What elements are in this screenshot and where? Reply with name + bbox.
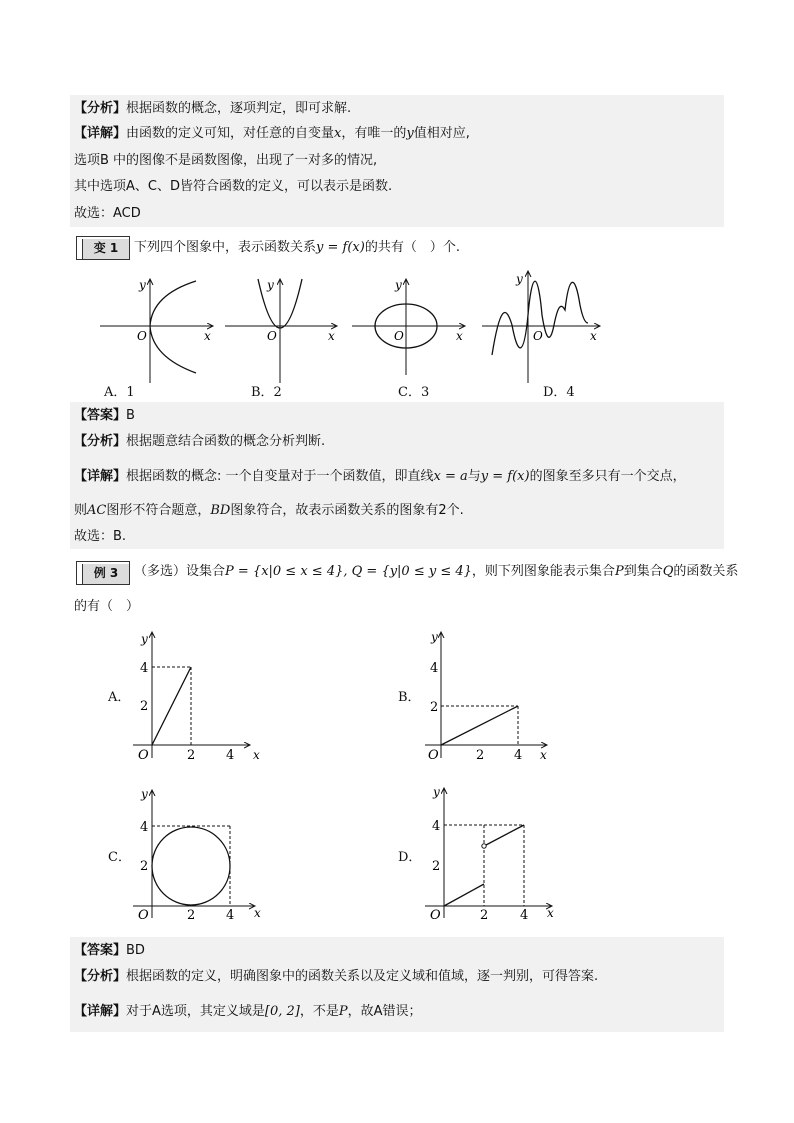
graph-ex-c	[133, 787, 261, 923]
detail-line-2	[74, 501, 464, 521]
answer-tag: 【答案】	[74, 943, 127, 958]
variant-tag	[76, 236, 130, 260]
graph-d	[482, 271, 600, 383]
detail-text: 由函数的定义可知，对任意的自变量	[126, 126, 335, 141]
y-label: y	[141, 632, 148, 646]
detail-text: ，不是	[299, 1004, 339, 1019]
x-label: x	[547, 906, 554, 920]
tick-2: 2	[140, 859, 149, 874]
y-label: y	[433, 785, 440, 799]
example-question	[134, 562, 738, 582]
graph-ex-b	[425, 630, 547, 763]
answer-tag: 【答案】	[74, 408, 127, 423]
origin-label: O	[138, 748, 149, 763]
analysis-line	[74, 967, 598, 987]
origin-label: O	[267, 329, 277, 343]
tick-2: 2	[480, 908, 489, 923]
analysis-tag: 【分析】	[74, 101, 127, 116]
example-option-a: A．	[108, 690, 131, 705]
variant-option-d: D．4	[543, 385, 575, 400]
question-text: 的共有（ ）个.	[364, 240, 460, 255]
tick-4: 4	[140, 820, 149, 835]
graph-c	[352, 278, 465, 375]
tick-4: 4	[514, 748, 523, 763]
detail-text: 对于A选项，其定义域是	[126, 1004, 265, 1019]
formula: y = f(x)	[480, 469, 530, 484]
detail-tag: 【详解】	[74, 469, 127, 484]
tick-2: 2	[140, 699, 149, 714]
analysis-line	[74, 432, 325, 452]
graph-b	[225, 278, 337, 383]
y-label: y	[267, 278, 274, 292]
question-text: ，则下列图象能表示集合	[471, 564, 615, 579]
detail-text: 的图象至多只有一个交点，	[529, 469, 686, 484]
x-label: x	[204, 329, 211, 343]
analysis-text: 根据题意结合函数的概念分析判断.	[126, 434, 326, 449]
detail-text: 值相对应,	[413, 126, 470, 141]
choice-line: 故选：ACD	[74, 206, 141, 221]
origin-label: O	[138, 908, 149, 923]
detail-text: ，有唯一的	[341, 126, 407, 141]
tick-2: 2	[432, 859, 441, 874]
y-label: y	[139, 278, 146, 292]
origin-label: O	[428, 748, 439, 763]
variant-option-b: B．2	[251, 385, 282, 400]
example-option-d: D．	[398, 850, 422, 865]
detail-tag: 【详解】	[74, 126, 127, 141]
tick-2: 2	[430, 700, 439, 715]
choice-line: 故选：B.	[74, 529, 127, 544]
formula: AC	[87, 503, 107, 518]
tick-4: 4	[520, 908, 529, 923]
formula: P	[338, 1004, 348, 1019]
y-label: y	[395, 278, 402, 292]
variant-question	[134, 238, 460, 258]
tick-2: 2	[187, 908, 196, 923]
variant-option-c: C．3	[398, 385, 430, 400]
formula: x = a	[433, 469, 468, 484]
detail-line	[74, 124, 470, 144]
example-option-c: C．	[108, 850, 131, 865]
answer-text: B	[126, 408, 135, 423]
detail-tag: 【详解】	[74, 1004, 127, 1019]
detail-text: 则	[74, 503, 88, 518]
question-text: 的函数关系	[673, 564, 739, 579]
y-label: y	[516, 272, 523, 286]
x-label: x	[590, 329, 597, 343]
formula: [0, 2]	[264, 1004, 300, 1019]
formula: Q	[662, 564, 674, 579]
x-label: x	[540, 748, 547, 762]
var-x: x	[334, 126, 342, 141]
example-option-b: B．	[398, 690, 421, 705]
analysis-tag: 【分析】	[74, 969, 127, 984]
example-tag-label: 例 3	[82, 564, 129, 584]
x-label: x	[456, 329, 463, 343]
detail-text: 图象符合，故表示函数关系的图象有2个.	[230, 503, 464, 518]
formula: y = f(x)	[316, 240, 365, 255]
var-y: y	[406, 126, 414, 141]
analysis-text: 根据函数的概念，逐项判定，即可求解.	[126, 101, 352, 116]
x-label: x	[328, 329, 335, 343]
detail-line	[74, 467, 686, 487]
formula: P = {x|0 ≤ x ≤ 4}, Q = {y|0 ≤ y ≤ 4}	[225, 564, 472, 579]
tick-4: 4	[430, 661, 439, 676]
y-label: y	[431, 630, 438, 644]
tick-4: 4	[140, 661, 149, 676]
tick-4: 4	[226, 748, 235, 763]
example-graphs	[0, 620, 794, 930]
answer-text: BD	[126, 943, 145, 958]
graph-ex-d	[425, 785, 554, 923]
analysis-text: 根据函数的定义，明确图象中的函数关系以及定义域和值域，逐一判别，可得答案.	[126, 969, 599, 984]
analysis-line	[74, 99, 351, 119]
detail-text: 与	[467, 469, 481, 484]
detail-text: 图形不符合题意，	[106, 503, 211, 518]
analysis-tag: 【分析】	[74, 434, 127, 449]
question-text: 到集合	[623, 564, 663, 579]
question-text: （多选）设集合	[134, 564, 226, 579]
example-question-line-2: 的有（ ）	[74, 599, 140, 614]
tick-2: 2	[476, 748, 485, 763]
graph-ex-a	[133, 632, 260, 763]
answer-line	[74, 941, 145, 961]
example-tag	[76, 561, 130, 585]
y-label: y	[141, 787, 148, 801]
detail-text: 根据函数的概念: 一个自变量对于一个函数值，即直线	[126, 469, 434, 484]
x-label: x	[254, 906, 261, 920]
origin-label: O	[533, 329, 543, 343]
detail-line	[74, 1002, 422, 1022]
x-label: x	[253, 748, 260, 762]
origin-label: O	[430, 908, 441, 923]
graph-a	[100, 278, 213, 383]
detail-line-2: 选项B 中的图像不是函数图像，出现了一对多的情况,	[74, 153, 378, 168]
variant-option-a: A．1	[104, 385, 135, 400]
tick-4: 4	[226, 908, 235, 923]
tick-4: 4	[432, 819, 441, 834]
origin-label: O	[394, 329, 404, 343]
origin-label: O	[137, 329, 147, 343]
detail-line-3: 其中选项A、C、D皆符合函数的定义，可以表示是函数.	[74, 179, 393, 194]
formula: P	[614, 564, 624, 579]
detail-text: ，故A错误；	[347, 1004, 422, 1019]
tick-2: 2	[187, 748, 196, 763]
variant-tag-label: 变 1	[82, 239, 129, 259]
answer-line	[74, 406, 135, 426]
question-text: 下列四个图象中，表示函数关系	[134, 240, 317, 255]
formula: BD	[210, 503, 231, 518]
